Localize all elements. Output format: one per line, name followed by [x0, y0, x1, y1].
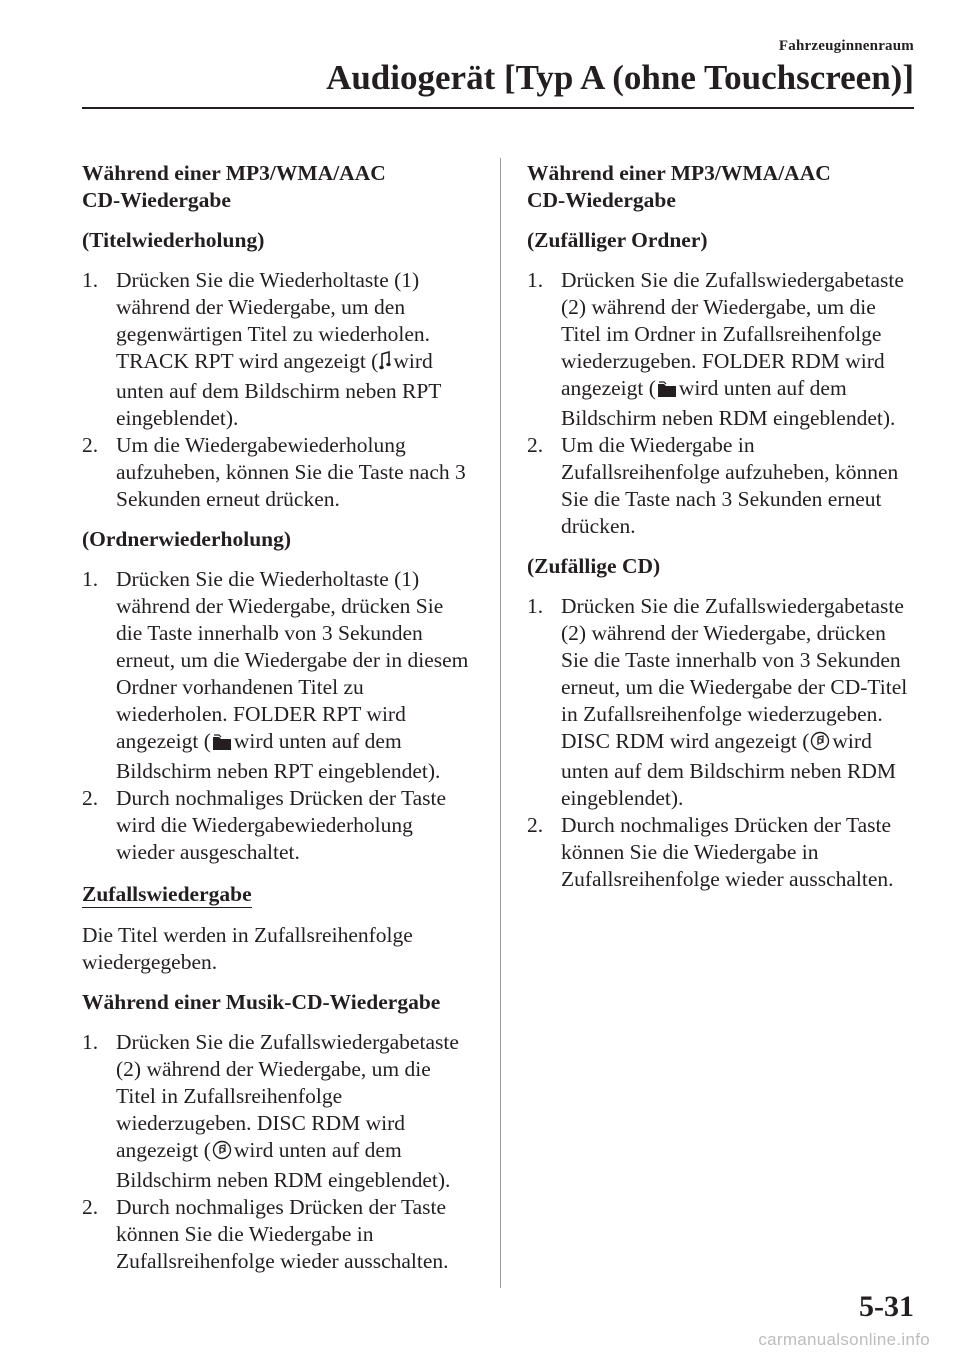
step-number: 1. [82, 268, 99, 292]
column-divider [500, 158, 501, 1288]
step-text: Drücken Sie die Wiederholtaste (1) während der Wiedergabe, drücken Sie die Taste innerhalb von 3 Sekunden erneut, um die Wiedergabe der in diesem Ordner vorhandenen Titel zu wiederholen. FOLDER RPT wird angezeigt ( [116, 567, 469, 753]
step-text-cont: wird unten auf dem Bildschirm neben RDM eingeblendet). [116, 1138, 451, 1192]
disc-icon [212, 1140, 232, 1167]
header-rule [82, 107, 914, 109]
step-number: 2. [82, 786, 99, 810]
step-text: Drücken Sie die Zufallswiedergabetaste (2) während der Wiedergabe, um die Titel in Zufallsreihenfolge wiederzugeben. DISC RDM wird angezeigt ( [116, 1030, 459, 1162]
step-text: Um die Wiedergabewiederholung aufzuheben, können Sie die Taste nach 3 Sekunden erneut drücken. [116, 433, 466, 511]
step-number: 2. [82, 433, 99, 457]
step-number: 1. [527, 594, 544, 618]
page-number: 5-31 [859, 1290, 914, 1323]
step-number: 1. [82, 567, 99, 591]
random-playback-intro: Die Titel werden in Zufallsreihenfolge wiedergegeben. [82, 923, 413, 974]
step-text: Drücken Sie die Zufallswiedergabetaste (2) während der Wiedergabe, drücken Sie die Taste innerhalb von 3 Sekunden erneut, um die Wiedergabe der CD-Titel in Zufallsreihenfolge wiederzugeben. DISC RDM wird angezeigt ( [561, 594, 908, 753]
step-text: Durch nochmaliges Drücken der Taste wird die Wiedergabewiederholung wieder ausgeschaltet. [116, 786, 447, 864]
random-folder-steps [527, 267, 917, 540]
step-text: Drücken Sie die Zufallswiedergabetaste (2) während der Wiedergabe, um die Titel im Ordner in Zufallsreihenfolge wiederzugeben. FOLDER RDM wird angezeigt ( [561, 268, 904, 400]
list-item [82, 566, 472, 785]
random-folder-heading: (Zufälliger Ordner) [527, 228, 708, 252]
disc-icon [810, 731, 830, 758]
random-cd-heading: (Zufällige CD) [527, 554, 661, 578]
step-number: 2. [527, 813, 544, 837]
random-cd-steps [527, 593, 917, 893]
mp3-cd-heading-line2: CD-Wiedergabe [82, 188, 231, 212]
title-repeat-steps [82, 267, 472, 513]
list-item [82, 267, 472, 432]
step-text: Durch nochmaliges Drücken der Taste können Sie die Wiedergabe in Zufallsreihenfolge wieder ausschalten. [561, 813, 894, 891]
list-item [527, 812, 917, 893]
list-item [527, 432, 917, 540]
mp3-cd-heading [527, 160, 917, 214]
title-repeat-heading: (Titelwiederholung) [82, 228, 265, 252]
mp3-cd-heading-line1: Während einer MP3/WMA/AAC [527, 161, 831, 185]
step-text: Drücken Sie die Wiederholtaste (1) während der Wiedergabe, um den gegenwärtigen Titel zu wiederholen. TRACK RPT wird angezeigt ( [116, 268, 431, 373]
step-text-cont: wird unten auf dem Bildschirm neben RDM eingeblendet). [561, 376, 896, 430]
music-cd-heading: Während einer Musik-CD-Wiedergabe [82, 990, 441, 1014]
mp3-cd-heading-line1: Während einer MP3/WMA/AAC [82, 161, 386, 185]
list-item [527, 593, 917, 812]
folder-icon [212, 731, 232, 758]
folder-repeat-steps [82, 566, 472, 866]
list-item [82, 785, 472, 866]
list-item [527, 267, 917, 432]
step-number: 1. [82, 1030, 99, 1054]
music-cd-steps [82, 1029, 472, 1275]
list-item [82, 1194, 472, 1275]
page-title: Audiogerät [Typ A (ohne Touchscreen)] [326, 58, 914, 97]
music-note-icon [379, 351, 391, 378]
folder-repeat-heading: (Ordnerwiederholung) [82, 527, 292, 551]
mp3-cd-heading [82, 160, 472, 214]
step-text-cont: wird unten auf dem Bildschirm neben RPT eingeblendet). [116, 729, 441, 783]
folder-icon [657, 378, 677, 405]
step-number: 2. [82, 1195, 99, 1219]
list-item [82, 1029, 472, 1194]
step-text-cont: wird unten auf dem Bildschirm neben RPT eingeblendet). [116, 349, 442, 430]
list-item [82, 432, 472, 513]
step-number: 1. [527, 268, 544, 292]
mp3-cd-heading-line2: CD-Wiedergabe [527, 188, 676, 212]
watermark: carmanualsonline.info [758, 1330, 930, 1349]
random-playback-heading: Zufallswiedergabe [82, 882, 252, 906]
step-number: 2. [527, 433, 544, 457]
left-column [82, 160, 472, 1288]
step-text: Um die Wiedergabe in Zufallsreihenfolge aufzuheben, können Sie die Taste nach 3 Sekunden erneut drücken. [561, 433, 899, 538]
step-text: Durch nochmaliges Drücken der Taste können Sie die Wiedergabe in Zufallsreihenfolge wieder ausschalten. [116, 1195, 449, 1273]
step-text-cont: wird unten auf dem Bildschirm neben RDM eingeblendet). [561, 729, 896, 810]
chapter-label: Fahrzeuginnenraum [778, 38, 914, 54]
right-column [527, 160, 917, 906]
